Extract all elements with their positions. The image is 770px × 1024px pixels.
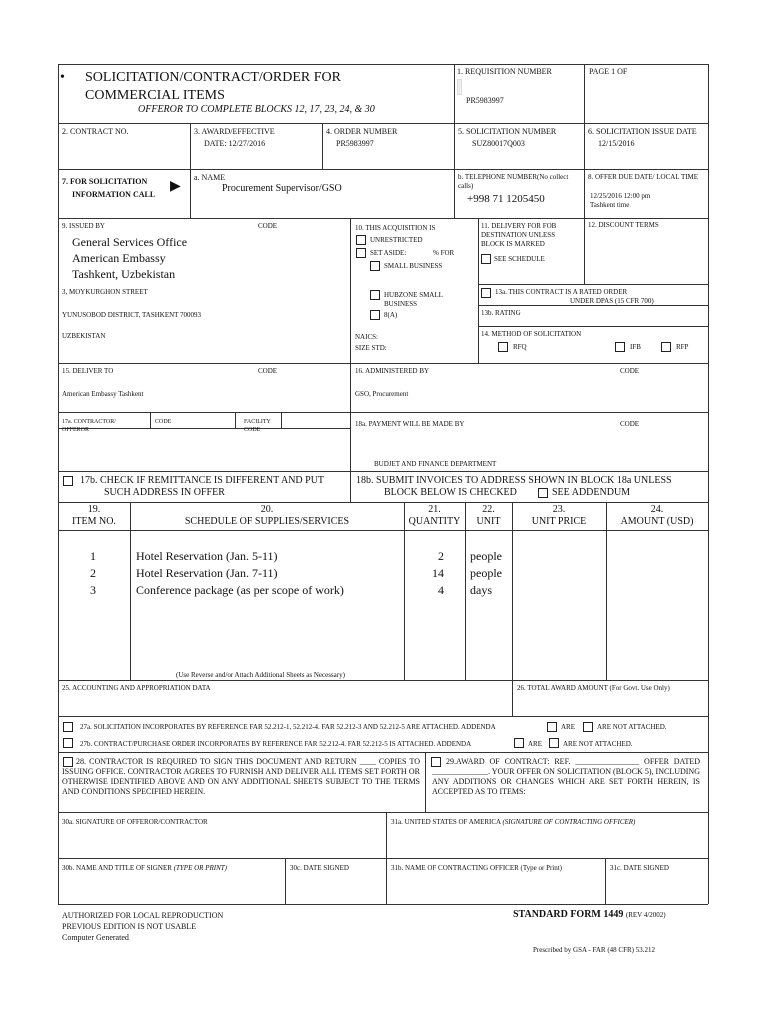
date-signed-30c-label: 30c. DATE SIGNED: [290, 864, 349, 872]
small-business-checkbox[interactable]: [370, 261, 380, 271]
form-subtitle: OFFEROR TO COMPLETE BLOCKS 12, 17, 23, 24, & 30: [138, 104, 375, 115]
item-unit: people: [470, 566, 502, 580]
ifb-checkbox[interactable]: [615, 342, 625, 352]
order-number-label: 4. ORDER NUMBER: [326, 127, 398, 136]
submit-invoices-line1: 18b. SUBMIT INVOICES TO ADDRESS SHOWN IN BLOCK 18a UNLESS: [356, 475, 672, 486]
item-number: 2: [90, 566, 96, 580]
see-addendum-checkbox[interactable]: [538, 488, 548, 498]
27a-are-not-label: ARE NOT ATTACHED.: [597, 723, 667, 731]
see-addendum-label: SEE ADDENDUM: [552, 487, 631, 498]
27b-label: 27b. CONTRACT/PURCHASE ORDER INCORPORATES BY REFERENCE FAR 52.212-4. FAR 52.212-5 IS ATTACHED. ADDENDA: [80, 740, 472, 748]
rated-order-checkbox[interactable]: [481, 288, 491, 298]
col-schedule-label: SCHEDULE OF SUPPLIES/SERVICES: [184, 516, 350, 527]
29-text: 29.AWARD OF CONTRACT: REF. ________________ OFFER DATED ______________. YOUR OFFER ON SOLICITATION (BLOCK 5), INCLUDING ANY ADDITIONS OR CHANGES WHICH ARE SET FORTH HEREIN, IS ACCEPTED AS TO ITEMS:: [432, 757, 700, 796]
payment-label: 18a. PAYMENT WILL BE MADE BY: [355, 420, 465, 428]
item-description: Conference package (as per scope of work): [136, 583, 344, 597]
information-call-label: INFORMATION CALL: [72, 190, 156, 199]
hubzone-label: HUBZONE SMALL BUSINESS: [384, 291, 443, 308]
col-item-label: ITEM NO.: [72, 516, 116, 527]
solicitation-number-label: 5. SOLICITATION NUMBER: [458, 127, 557, 136]
page-label: PAGE 1 OF: [589, 67, 628, 76]
rfq-label: RFQ: [513, 343, 527, 351]
award-label: 3. AWARD/EFFECTIVE: [194, 127, 275, 136]
set-aside-checkbox[interactable]: [356, 248, 366, 258]
ifb-label: IFB: [630, 343, 641, 351]
offer-due-timezone: Tashkent time: [590, 201, 630, 209]
form-title-line1: SOLICITATION/CONTRACT/ORDER FOR: [85, 70, 341, 85]
for-solicitation-label: 7. FOR SOLICITATION: [62, 177, 148, 186]
contract-no-label: 2. CONTRACT NO.: [62, 127, 129, 136]
see-schedule-checkbox[interactable]: [481, 254, 491, 264]
27b-are-not-checkbox[interactable]: [549, 738, 559, 748]
standard-form-label: [513, 909, 666, 921]
total-award-label: 26. TOTAL AWARD AMOUNT (For Govt. Use Only): [517, 684, 670, 692]
rfq-checkbox[interactable]: [498, 342, 508, 352]
rated-order-sub: UNDER DPAS (15 CFR 700): [570, 297, 654, 305]
issuer-line3: Tashkent, Uzbekistan: [72, 267, 176, 281]
deliver-to-label: 15. DELIVER TO: [62, 367, 114, 375]
remittance-label-line2: SUCH ADDRESS IN OFFER: [104, 487, 225, 498]
form-title-line2: COMMERCIAL ITEMS: [85, 88, 225, 103]
delivery-fob-label: 11. DELIVERY FOR FOB DESTINATION UNLESS BLOCK IS MARKED: [481, 222, 557, 248]
item-quantity: 4: [438, 583, 444, 597]
discount-terms-label: 12. DISCOUNT TERMS: [588, 221, 659, 229]
signer-name-label: [62, 864, 227, 873]
item-description: Hotel Reservation (Jan. 5-11): [136, 549, 278, 563]
footer-computer: Computer Generated: [62, 933, 129, 942]
telephone-label: b. TELEPHONE NUMBER(No collect calls): [458, 173, 569, 190]
arrow-right-icon: ▶: [170, 179, 181, 194]
issuer-line2: American Embassy: [72, 251, 166, 265]
item-unit: days: [470, 583, 492, 597]
name-value[interactable]: Procurement Supervisor/GSO: [222, 183, 342, 194]
date-signed-31c-label: 31c. DATE SIGNED: [610, 864, 669, 872]
acquisition-label: 10. THIS ACQUISITION IS: [355, 224, 436, 232]
item-unit: people: [470, 549, 502, 563]
telephone-value[interactable]: +998 71 1205450: [467, 193, 545, 205]
bullet: •: [60, 70, 65, 85]
27b-are-checkbox[interactable]: [514, 738, 524, 748]
signature-offeror-label: 30a. SIGNATURE OF OFFEROR/CONTRACTOR: [62, 818, 208, 826]
col-schedule-num: 20.: [260, 504, 274, 515]
small-business-label: SMALL BUSINESS: [384, 262, 443, 270]
rated-order-label: 13a. THIS CONTRACT IS A RATED ORDER: [495, 288, 628, 296]
offer-due-label: 8. OFFER DUE DATE/ LOCAL TIME: [588, 173, 699, 181]
issuer-address2: YUNUSOBOD DISTRICT, TASHKENT 700093: [62, 311, 202, 319]
administered-by-value[interactable]: GSO, Procurement: [355, 390, 409, 398]
facility-code-label: FACILITY CODE: [244, 419, 271, 433]
signer-name-italic: (TYPE OR PRINT): [173, 864, 227, 872]
size-std-label: SIZE STD:: [355, 344, 387, 352]
item-quantity: 2: [438, 549, 444, 563]
27a-are-not-checkbox[interactable]: [583, 722, 593, 732]
item-quantity: 14: [432, 566, 444, 580]
usa-label-text: 31a. UNITED STATES OF AMERICA: [391, 818, 501, 826]
usa-label-italic: (SIGNATURE OF CONTRACTING OFFICER): [502, 818, 636, 826]
footer-previous: PREVIOUS EDITION IS NOT USABLE: [62, 922, 197, 931]
8a-checkbox[interactable]: [370, 310, 380, 320]
col-quantity-num: 21.: [428, 504, 441, 515]
unrestricted-checkbox[interactable]: [356, 235, 366, 245]
submit-invoices-line2: BLOCK BELOW IS CHECKED: [384, 487, 517, 498]
requisition-value[interactable]: PR5983997: [466, 96, 504, 105]
administered-code-label: CODE: [620, 367, 640, 375]
remittance-label-line1: 17b. CHECK IF REMITTANCE IS DIFFERENT AND PUT: [80, 475, 325, 486]
col-unit-price-num: 23.: [552, 504, 566, 515]
item-number: 1: [90, 549, 96, 563]
issued-by-label: 9. ISSUED BY: [62, 222, 105, 230]
deliver-to-value[interactable]: American Embassy Tashkent: [62, 390, 144, 398]
solicitation-date-label: 6. SOLICITATION ISSUE DATE: [588, 127, 697, 136]
percent-for-label: % FOR: [433, 249, 455, 257]
27b-are-not-label: ARE NOT ATTACHED.: [563, 740, 633, 748]
items-note: (Use Reverse and/or Attach Additional Sheets as Necessary): [176, 671, 345, 679]
solicitation-number-value[interactable]: SUZ80017Q003: [472, 139, 525, 148]
rfp-label: RFP: [676, 343, 689, 351]
28-text: 28. CONTRACTOR IS REQUIRED TO SIGN THIS DOCUMENT AND RETURN ____ COPIES TO ISSUING OFFICE. CONTRACTOR AGREES TO FURNISH AND DELIVER ALL ITEMS SET FORTH OR OTHERWISE IDENTIFIED ABOVE AND ON ANY ADDITIONAL SHEETS SUBJECT TO THE TERMS AND CONDITIONS SPECIFIED HEREIN.: [62, 757, 420, 796]
accounting-label: 25. ACCOUNTING AND APPROPRIATION DATA: [62, 684, 211, 692]
set-aside-label: SET ASIDE:: [370, 249, 407, 257]
col-item-num: 19.: [87, 504, 101, 515]
prescribed-by: Prescribed by GSA - FAR (48 CFR) 53.212: [533, 946, 655, 954]
signer-name-text: 30b. NAME AND TITLE OF SIGNER: [62, 864, 172, 872]
order-number-value[interactable]: PR5983997: [336, 139, 374, 148]
27b-are-label: ARE: [528, 740, 542, 748]
payment-value[interactable]: BUDJET AND FINANCE DEPARTMENT: [374, 460, 497, 468]
offer-due-value[interactable]: 12/25/2016 12:00 pm: [590, 192, 651, 200]
method-label: 14. METHOD OF SOLICITATION: [481, 330, 582, 338]
27a-are-label: ARE: [561, 723, 575, 731]
27a-label: 27a. SOLICITATION INCORPORATES BY REFERENCE FAR 52.212-1, 52.212-4. FAR 52.212-3 AND 52.212-5 ARE ATTACHED. ADDENDA: [80, 723, 496, 731]
27a-are-checkbox[interactable]: [547, 722, 557, 732]
deliver-code-label: CODE: [258, 367, 278, 375]
issued-code-label: CODE: [258, 222, 278, 230]
27a-checkbox[interactable]: [63, 722, 73, 732]
name-label: a. NAME: [194, 173, 226, 182]
issuer-address1: 3, MOYKURGHON STREET: [62, 288, 148, 296]
see-schedule-label: SEE SCHEDULE: [494, 255, 545, 263]
rfp-checkbox[interactable]: [661, 342, 671, 352]
naics-label: NAICS:: [355, 333, 378, 341]
footer-authorized: AUTHORIZED FOR LOCAL REPRODUCTION: [62, 911, 224, 920]
standard-form-number: STANDARD FORM 1449: [513, 909, 624, 920]
hubzone-checkbox[interactable]: [370, 290, 380, 300]
col-amount-num: 24.: [650, 504, 664, 515]
item-description: Hotel Reservation (Jan. 7-11): [136, 566, 278, 580]
item-number: 3: [90, 583, 96, 597]
col-unit-price-label: UNIT PRICE: [531, 516, 587, 527]
requisition-label: 1. REQUISITION NUMBER: [457, 67, 552, 76]
usa-label: [391, 818, 635, 827]
award-date[interactable]: DATE: 12/27/2016: [204, 139, 266, 148]
remittance-checkbox[interactable]: [63, 476, 73, 486]
27b-checkbox[interactable]: [63, 738, 73, 748]
rating-label: 13b. RATING: [481, 309, 521, 317]
requisition-marker: [457, 79, 462, 95]
payment-code-label: CODE: [620, 420, 640, 428]
issuer-line1: General Services Office: [72, 235, 188, 249]
col-unit-num: 22.: [482, 504, 495, 515]
standard-form-rev: (REV 4/2002): [625, 911, 666, 919]
solicitation-date-value[interactable]: 12/15/2016: [598, 139, 635, 148]
contractor-label: 17a. CONTRACTOR/ OFFEROR: [62, 419, 116, 433]
administered-by-label: 16. ADMINISTERED BY: [355, 367, 430, 375]
col-amount-label: AMOUNT (USD): [620, 516, 694, 527]
unrestricted-label: UNRESTRICTED: [370, 236, 423, 244]
issuer-address3: UZBEKISTAN: [62, 332, 106, 340]
contracting-officer-name-label: 31b. NAME OF CONTRACTING OFFICER (Type or Print): [391, 864, 563, 872]
col-quantity-label: QUANTITY: [408, 516, 461, 527]
8a-label: 8(A): [384, 311, 398, 319]
col-unit-label: UNIT: [476, 516, 501, 527]
contractor-code-label: CODE: [155, 419, 172, 425]
